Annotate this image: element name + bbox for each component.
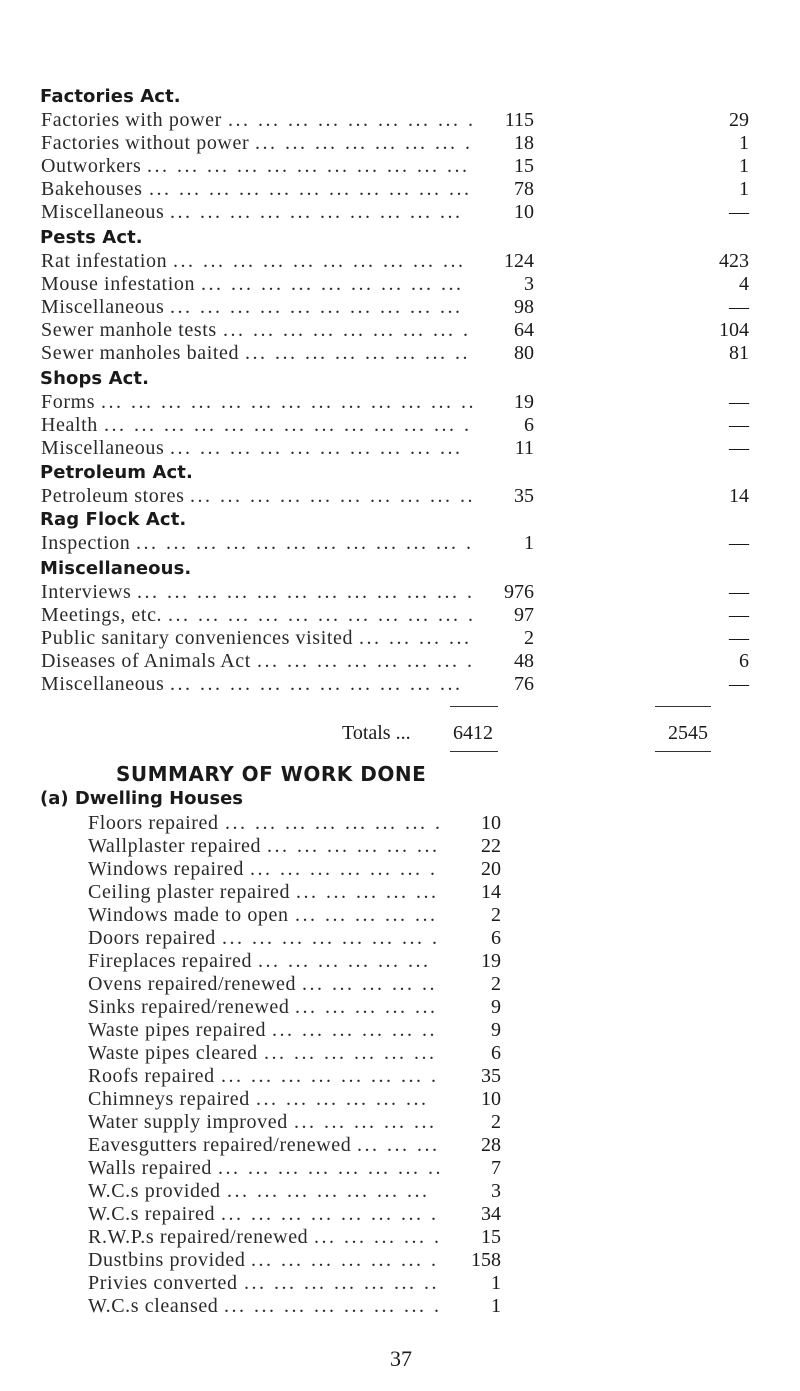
dot-leader: ... ... ... ... ... ... ... .: [221, 1203, 439, 1225]
dot-leader: ... ... ... ... ... ... ... .: [224, 1295, 442, 1317]
list-item: W.C.s repaired 34 ... ... ... ... ... ... ... .: [88, 1203, 501, 1225]
dot-leader: ... ... ... ... ... ...: [258, 950, 431, 972]
table-row: Interviews 976 — ... ... ... ... ... ... ... ... ... ... ... .: [41, 581, 749, 603]
list-item: Sinks repaired/renewed 9 ... ... ... ... ...: [88, 996, 501, 1018]
dot-leader: ... ... ... ... ... ... ... .: [222, 927, 440, 949]
list-item: Water supply improved 2 ... ... ... ... ...: [88, 1111, 501, 1133]
dot-leader: ... ... ... ... ...: [295, 996, 438, 1018]
table-row: Miscellaneous 76 — ... ... ... ... ... ... ... ... ... ...: [41, 673, 749, 695]
table-row: Forms 19 — ... ... ... ... ... ... ... ... ... ... ... ... ..: [41, 391, 749, 413]
dot-leader: ... ... ... ... ... ... ... ... ... ... ... ... .: [104, 414, 472, 436]
list-item: Fireplaces repaired 19 ... ... ... ... ... ...: [88, 950, 501, 972]
table-row: Outworkers 15 1 ... ... ... ... ... ... ... ... ... ... ...: [41, 155, 749, 177]
dot-leader: ... ... ... ... ... ... ... ... ... ...: [170, 296, 463, 318]
dot-leader: ... ... ... ... ... ...: [264, 1042, 437, 1064]
dot-leader: ... ... ... ... ...: [296, 881, 439, 903]
totals-rule-bottom-2: [655, 751, 711, 752]
list-item: W.C.s provided 3 ... ... ... ... ... ... ...: [88, 1180, 501, 1202]
table-row: Meetings, etc. 97 — ... ... ... ... ... ... ... ... ... ... .: [41, 604, 749, 626]
list-item: Privies converted 1 ... ... ... ... ... ... ..: [88, 1272, 501, 1294]
dot-leader: ... ... ... ... ... ... ... ... ... ... ... ... ..: [101, 391, 476, 413]
list-item: Eavesgutters repaired/renewed 28 ... ... ...: [88, 1134, 501, 1156]
dot-leader: ... ... ... ... ... ... ... .: [225, 812, 443, 834]
dot-leader: ... ... ... ... ... ... ... ... ... ... ... .: [137, 581, 475, 603]
dot-leader: ... ... ... ... ... ... ... ... ... ... ...: [149, 178, 472, 200]
dot-leader: ... ... ... ... ... ... .: [250, 858, 438, 880]
list-item: R.W.P.s repaired/renewed 15 ... ... ... ... .: [88, 1226, 501, 1248]
dot-leader: ... ... ... ... ... ... .: [251, 1249, 439, 1271]
list-item: W.C.s cleansed 1 ... ... ... ... ... ... ... .: [88, 1295, 501, 1317]
table-row: Miscellaneous 11 — ... ... ... ... ... ... ... ... ... ...: [41, 437, 749, 459]
table-row: Bakehouses 78 1 ... ... ... ... ... ... ... ... ... ... ...: [41, 178, 749, 200]
section-heading-miscellaneous: Miscellaneous.: [40, 558, 192, 579]
table-row: Sewer manhole tests 64 104 ... ... ... ... ... ... ... ... .: [41, 319, 749, 341]
totals-value-2: 2545: [668, 722, 708, 744]
table-row: Petroleum stores 35 14 ... ... ... ... ... ... ... ... ... ..: [41, 485, 749, 507]
dot-leader: ... ... ... ... ... ... ...: [227, 1180, 430, 1202]
list-item: Walls repaired 7 ... ... ... ... ... ... ... ..: [88, 1157, 501, 1179]
table-row: Sewer manholes baited 80 81 ... ... ... ... ... ... ... ..: [41, 342, 749, 364]
table-row: Rat infestation 124 423 ... ... ... ... ... ... ... ... ... ...: [41, 250, 749, 272]
totals-label: Totals ...: [342, 722, 411, 744]
section-heading-petroleum: Petroleum Act.: [40, 462, 193, 483]
totals-rule-bottom-1: [450, 751, 498, 752]
table-row: Miscellaneous 98 — ... ... ... ... ... ... ... ... ... ...: [41, 296, 749, 318]
list-item: Floors repaired 10 ... ... ... ... ... ... ... .: [88, 812, 501, 834]
list-item: Waste pipes repaired 9 ... ... ... ... ... ..: [88, 1019, 501, 1041]
dot-leader: ... ... ... ... ... ... ... ..: [245, 342, 470, 364]
list-item: Windows repaired 20 ... ... ... ... ... ... .: [88, 858, 501, 880]
dot-leader: ... ... ... ... ...: [294, 1111, 437, 1133]
dot-leader: ... ... ... ... ...: [295, 904, 438, 926]
dot-leader: ... ... ... ... .: [314, 1226, 442, 1248]
dot-leader: ... ... ... ... ... ... ... ... ... ...: [173, 250, 466, 272]
table-row: Health 6 — ... ... ... ... ... ... ... ... ... ... ... ... .: [41, 414, 749, 436]
table-row: Diseases of Animals Act 48 6 ... ... ... ... ... ... ... .: [41, 650, 749, 672]
list-item: Dustbins provided 158 ... ... ... ... ... ... .: [88, 1249, 501, 1271]
dot-leader: ... ... ... ... ... ...: [267, 835, 440, 857]
dot-leader: ... ... ...: [357, 1134, 440, 1156]
summary-title: SUMMARY OF WORK DONE: [116, 762, 427, 786]
table-row: Factories with power 115 29 ... ... ... ... ... ... ... ... .: [41, 109, 749, 131]
table-row: Mouse infestation 3 4 ... ... ... ... ... ... ... ... ...: [41, 273, 749, 295]
dot-leader: ... ... ... ... ... ... ... ... ... ... .: [168, 604, 476, 626]
table-row: Public sanitary conveniences visited 2 — ... ... ... ...: [41, 627, 749, 649]
section-heading-factories: Factories Act.: [40, 86, 181, 107]
dot-leader: ... ... ... ... ... ... ... ... ... ..: [190, 485, 475, 507]
list-item: Waste pipes cleared 6 ... ... ... ... ... ...: [88, 1042, 501, 1064]
dot-leader: ... ... ... ... ... ... ... ... ... ... ... .: [136, 532, 474, 554]
dot-leader: ... ... ... ... ... ... ... .: [257, 650, 475, 672]
dot-leader: ... ... ... ... ... ... ..: [244, 1272, 439, 1294]
list-item: Wallplaster repaired 22 ... ... ... ... ... ...: [88, 835, 501, 857]
totals-value-1: 6412: [453, 722, 493, 744]
list-item: Ceiling plaster repaired 14 ... ... ... ... ...: [88, 881, 501, 903]
list-item: Chimneys repaired 10 ... ... ... ... ... ...: [88, 1088, 501, 1110]
table-row: Miscellaneous 10 — ... ... ... ... ... ... ... ... ... ...: [41, 201, 749, 223]
dot-leader: ... ... ... ... ... ...: [256, 1088, 429, 1110]
list-item: Roofs repaired 35 ... ... ... ... ... ... ... .: [88, 1065, 501, 1087]
dot-leader: ... ... ... ... ... ... ... ... ... ... ...: [147, 155, 470, 177]
section-heading-pests: Pests Act.: [40, 227, 143, 248]
dot-leader: ... ... ... ... ..: [302, 973, 437, 995]
dot-leader: ... ... ... ... ... ... ... ... ... ...: [170, 673, 463, 695]
list-item: Doors repaired 6 ... ... ... ... ... ... ... .: [88, 927, 501, 949]
page-number: 37: [390, 1346, 412, 1371]
table-row: Factories without power 18 1 ... ... ... ... ... ... ... .: [41, 132, 749, 154]
dot-leader: ... ... ... ... ... ... ... ... ... ...: [170, 437, 463, 459]
dot-leader: ... ... ... ...: [359, 627, 472, 649]
dot-leader: ... ... ... ... ... ... ... .: [221, 1065, 439, 1087]
section-heading-shops: Shops Act.: [40, 368, 150, 389]
section-heading-rag-flock: Rag Flock Act.: [40, 509, 187, 530]
totals-rule-top-2: [655, 706, 711, 707]
list-item: Ovens repaired/renewed 2 ... ... ... ... ..: [88, 973, 501, 995]
dot-leader: ... ... ... ... ... ... ... .: [255, 132, 473, 154]
dot-leader: ... ... ... ... ... ... ... ... .: [228, 109, 476, 131]
table-row: Inspection 1 — ... ... ... ... ... ... ... ... ... ... ... .: [41, 532, 749, 554]
dot-leader: ... ... ... ... ... ... ... ... .: [223, 319, 471, 341]
list-item: Windows made to open 2 ... ... ... ... ...: [88, 904, 501, 926]
dot-leader: ... ... ... ... ... ..: [272, 1019, 437, 1041]
dot-leader: ... ... ... ... ... ... ... ... ... ...: [170, 201, 463, 223]
dot-leader: ... ... ... ... ... ... ... ..: [218, 1157, 443, 1179]
summary-subhead: (a) Dwelling Houses: [40, 788, 244, 809]
dot-leader: ... ... ... ... ... ... ... ... ...: [201, 273, 464, 295]
totals-rule-top-1: [450, 706, 498, 707]
